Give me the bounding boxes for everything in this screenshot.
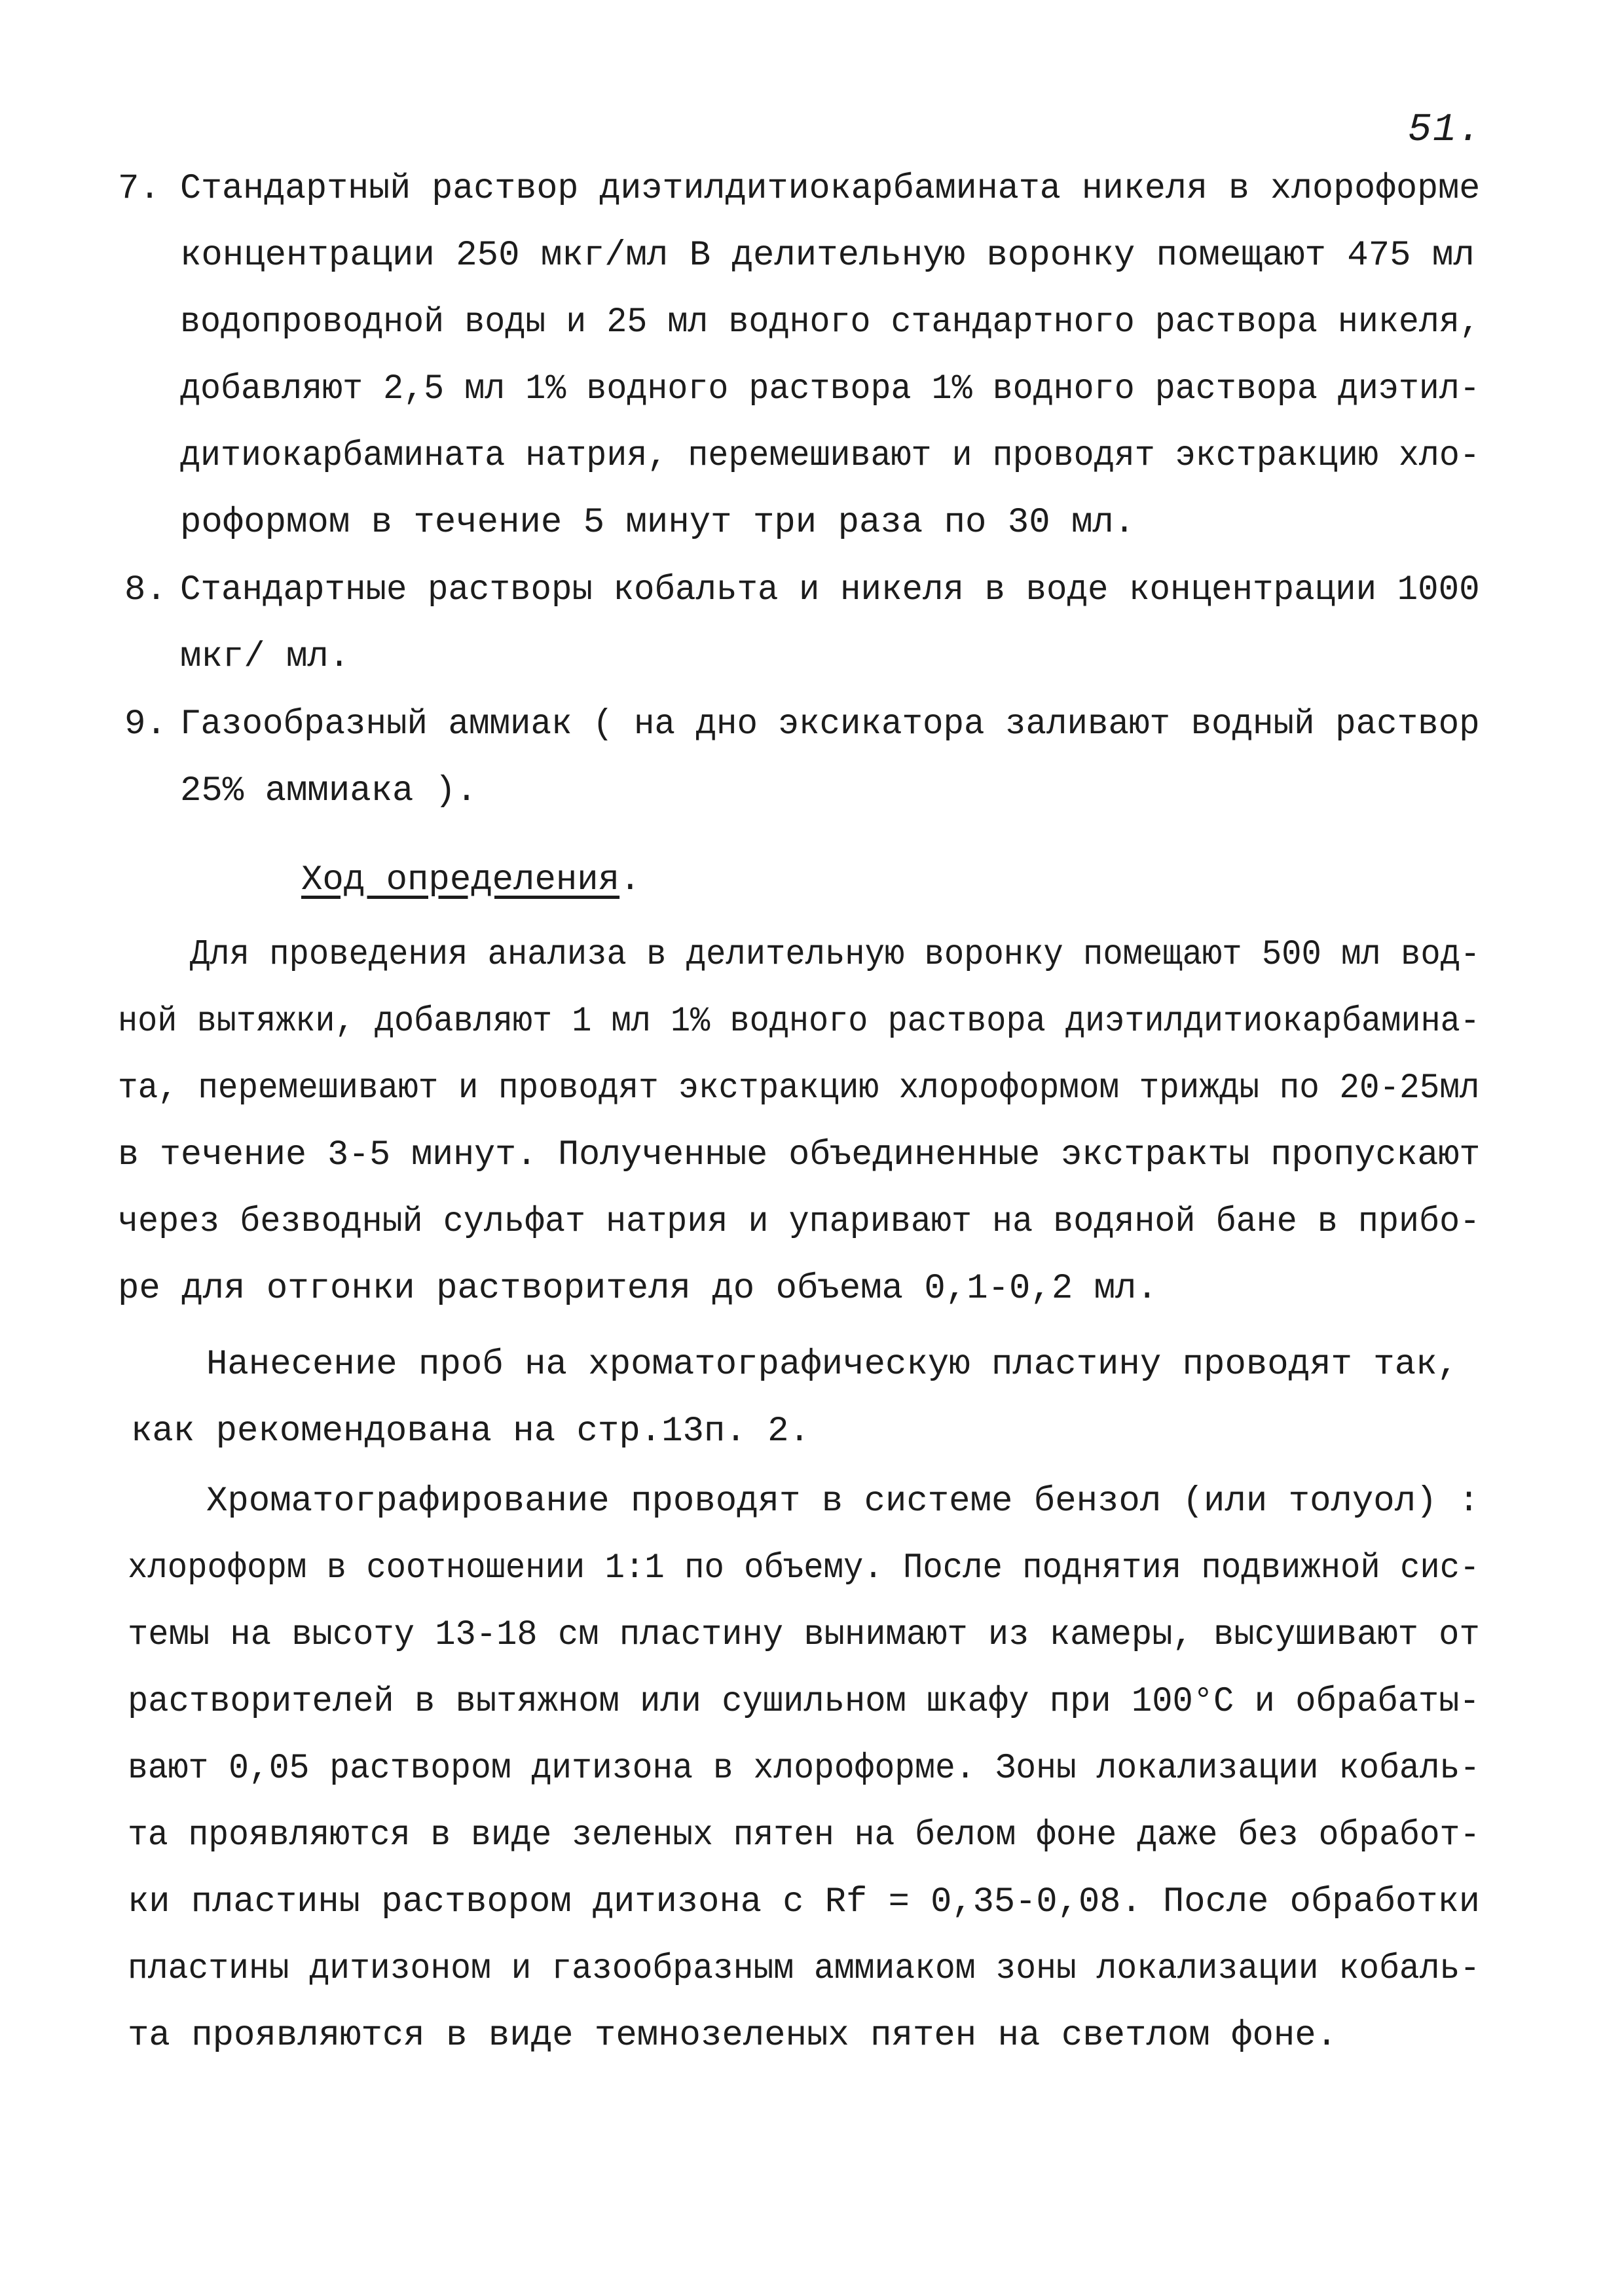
paragraph-line: Нанесение проб на хроматографическую пластину проводят так, [206,1345,1458,1385]
item-text-line: дитиокарбамината натрия, перемешивают и проводят экстракцию хло- [180,436,1480,476]
item-text-line: Стандартный раствор диэтилдитиокарбамината никеля в хлороформе [180,169,1481,209]
section-heading-text: Ход определения [301,860,620,900]
paragraph-line: ной вытяжки, добавляют 1 мл 1% водного раствора диэтилдитиокарбамина- [118,1002,1480,1042]
item-text-line: концентрации 250 мкг/мл В делительную воронку помещают 475 мл [180,236,1475,276]
item-text-line: Газообразный аммиак ( на дно эксикатора заливают водный раствор [180,704,1480,744]
paragraph-line: в течение 3-5 минут. Полученные объединенные экстракты пропускают [118,1135,1481,1175]
item-number: 7. [118,169,160,209]
paragraph-line: хлороформ в соотношении 1:1 по объему. После поднятия подвижной сис- [128,1548,1480,1588]
page-number: 51. [1408,108,1483,153]
item-text-line: Стандартные растворы кобальта и никеля в воде концентрации 1000 [180,570,1480,610]
paragraph-line: пластины дитизоном и газообразным аммиаком зоны локализации кобаль- [128,1949,1481,1989]
paragraph-line: ки пластины раствором дитизона с Rf = 0,35-0,08. После обработки [128,1882,1481,1922]
section-heading [301,860,641,900]
paragraph-line: темы на высоту 13-18 см пластину вынимают из камеры, высушивают от [128,1615,1480,1655]
paragraph-line: как рекомендована на стр.13п. 2. [131,1412,810,1451]
item-text-line: мкг/ мл. [180,637,350,677]
section-heading-dot: . [619,860,641,900]
paragraph-line: та проявляются в виде темнозеленых пятен на светлом фоне. [128,2016,1338,2056]
item-text-line: роформом в течение 5 минут три раза по 30 мл. [180,503,1135,543]
paragraph-line: растворителей в вытяжном или сушильном шкафу при 100°С и обрабаты- [128,1682,1480,1722]
paragraph-line: та, перемешивают и проводят экстракцию хлороформом трижды по 20-25мл [118,1068,1480,1108]
paragraph-line: Хроматографирование проводят в системе бензол (или толуол) : [206,1482,1480,1522]
paragraph-line: ре для отгонки растворителя до объема 0,1-0,2 мл. [118,1269,1158,1309]
paragraph-line: та проявляются в виде зеленых пятен на белом фоне даже без обработ- [128,1815,1481,1855]
paragraph-line: Для проведения анализа в делительную воронку помещают 500 мл вод- [190,935,1481,975]
item-number: 8. [124,570,167,610]
paragraph-line: вают 0,05 раствором дитизона в хлороформе. Зоны локализации кобаль- [128,1749,1481,1789]
item-number: 9. [124,704,167,744]
item-text-line: водопроводной воды и 25 мл водного стандартного раствора никеля, [180,302,1480,342]
paragraph-line: через безводный сульфат натрия и упаривают на водяной бане в прибо- [118,1202,1481,1242]
item-text-line: добавляют 2,5 мл 1% водного раствора 1% водного раствора диэтил- [180,369,1480,409]
item-text-line: 25% аммиака ). [180,771,477,811]
